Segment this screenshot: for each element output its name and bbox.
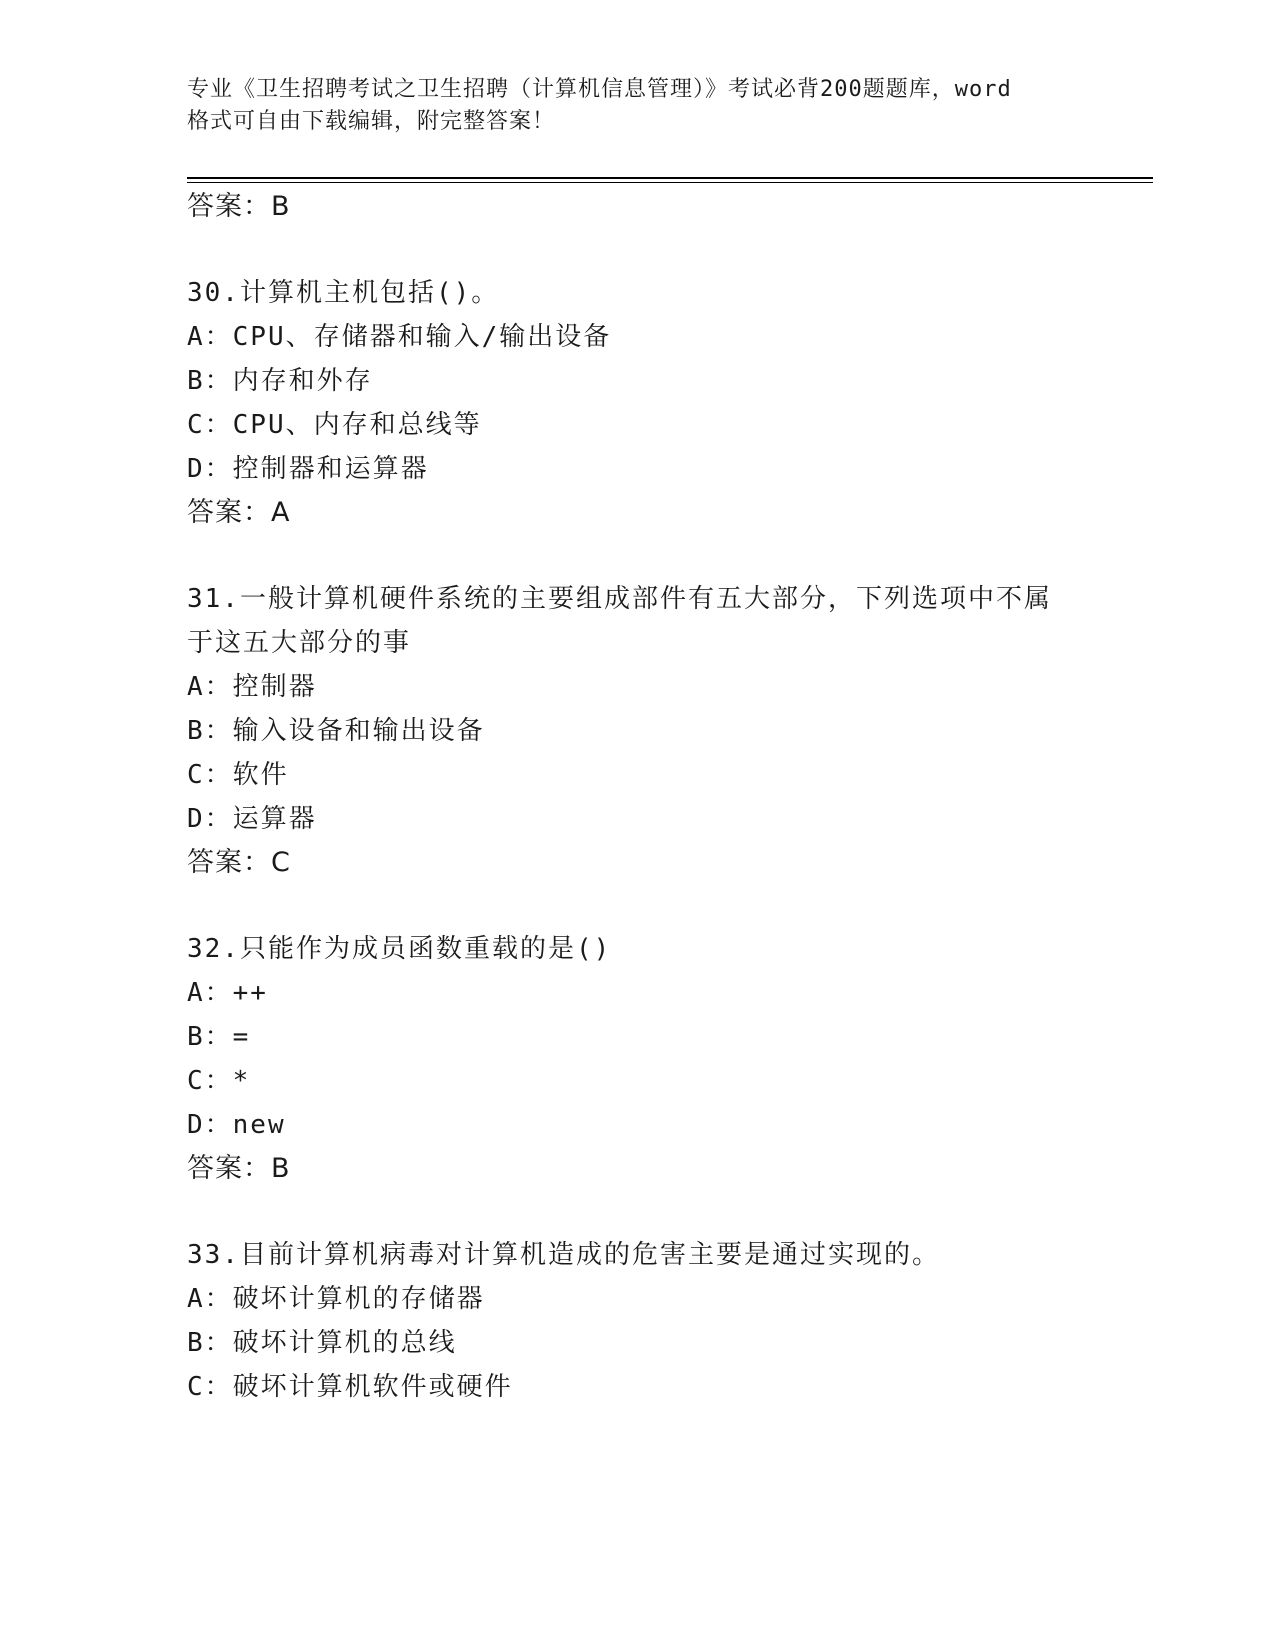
- q31-option-a: A：控制器: [187, 672, 317, 702]
- question-33: 33.目前计算机病毒对计算机造成的危害主要是通过实现的。: [187, 1240, 940, 1270]
- header-divider-top: [187, 177, 1153, 179]
- header-line-1: 专业《卫生招聘考试之卫生招聘（计算机信息管理）》考试必背200题题库，word: [187, 77, 1012, 102]
- q32-option-c: C：*: [187, 1066, 251, 1096]
- q33-option-c: C：破坏计算机软件或硬件: [187, 1372, 513, 1402]
- q33-option-b: B：破坏计算机的总线: [187, 1328, 457, 1358]
- q31-answer: 答案：C: [187, 847, 291, 878]
- q31-option-c: C：软件: [187, 760, 289, 790]
- q32-answer: 答案：B: [187, 1153, 291, 1184]
- header-line-2: 格式可自由下载编辑，附完整答案！: [187, 109, 556, 134]
- q32-option-a: A：++: [187, 978, 268, 1008]
- q31-option-d: D：运算器: [187, 804, 317, 834]
- q32-option-d: D：new: [187, 1110, 286, 1140]
- question-31-line-1: 31.一般计算机硬件系统的主要组成部件有五大部分，下列选项中不属: [187, 584, 1052, 614]
- question-30: 30.计算机主机包括()。: [187, 278, 500, 308]
- header-divider-bottom: [187, 182, 1153, 183]
- q30-option-d: D：控制器和运算器: [187, 454, 429, 484]
- q30-option-c: C：CPU、内存和总线等: [187, 410, 482, 440]
- answer-prev: 答案：B: [187, 191, 291, 222]
- q30-option-b: B：内存和外存: [187, 366, 373, 396]
- q33-option-a: A：破坏计算机的存储器: [187, 1284, 485, 1314]
- q32-option-b: B：=: [187, 1022, 251, 1052]
- q30-answer: 答案：A: [187, 497, 291, 528]
- question-32: 32.只能作为成员函数重载的是(): [187, 934, 612, 964]
- document-header: [187, 74, 1087, 138]
- q31-option-b: B：输入设备和输出设备: [187, 716, 485, 746]
- question-31-line-2: 于这五大部分的事: [187, 628, 412, 658]
- q30-option-a: A：CPU、存储器和输入/输出设备: [187, 322, 612, 352]
